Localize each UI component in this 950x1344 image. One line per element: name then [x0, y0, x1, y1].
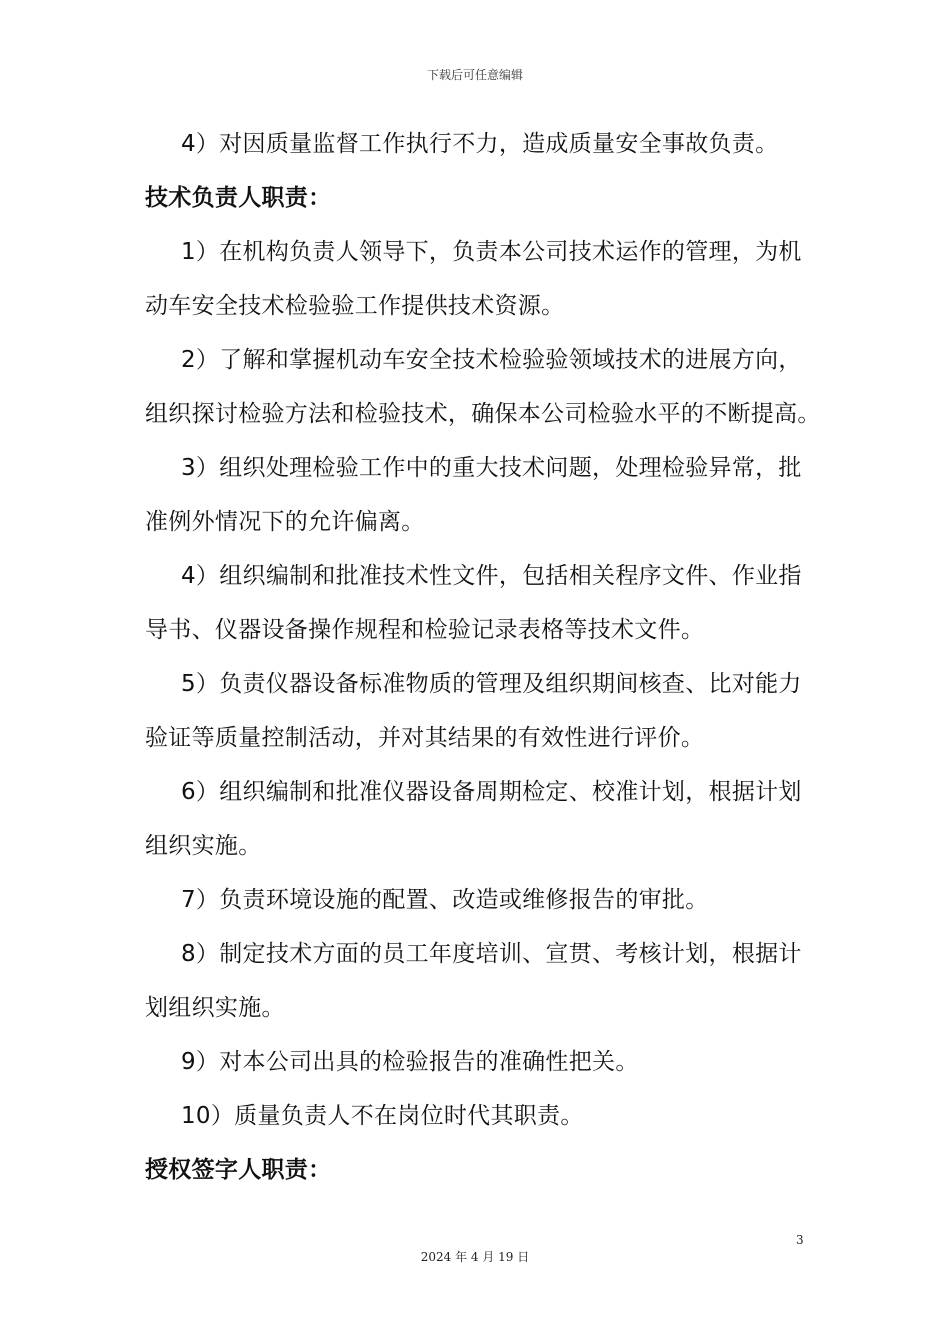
paragraph-line: 准例外情况下的允许偏离。: [145, 509, 425, 535]
paragraph-line: 2）了解和掌握机动车安全技术检验验领域技术的进展方向，: [181, 347, 802, 373]
section-heading-authorized-signatory: 授权签字人职责：: [145, 1157, 332, 1183]
paragraph-line: 划组织实施。: [145, 995, 285, 1021]
paragraph-line: 8）制定技术方面的员工年度培训、宣贯、考核计划，根据计: [181, 941, 802, 967]
paragraph-line: 导书、仪器设备操作规程和检验记录表格等技术文件。: [145, 617, 705, 643]
paragraph-line: 7）负责环境设施的配置、改造或维修报告的审批。: [181, 887, 709, 913]
paragraph-line: 组织实施。: [145, 833, 262, 859]
page-number: 3: [796, 1233, 804, 1247]
footer-date: 2024 年 4 月 19 日: [420, 1250, 530, 1264]
paragraph-line: 3）组织处理检验工作中的重大技术问题，处理检验异常，批: [181, 455, 802, 481]
paragraph-line: 5）负责仪器设备标准物质的管理及组织期间核查、比对能力: [181, 671, 802, 697]
paragraph-line: 6）组织编制和批准仪器设备周期检定、校准计划，根据计划: [181, 779, 802, 805]
page-header: 下载后可任意编辑: [426, 68, 523, 82]
document-body: [145, 117, 821, 1197]
paragraph-line: 4）对因质量监督工作执行不力，造成质量安全事故负责。: [181, 131, 779, 157]
paragraph-line: 动车安全技术检验验工作提供技术资源。: [145, 293, 565, 319]
section-heading-technical-director: 技术负责人职责：: [145, 185, 332, 211]
paragraph-line: 验证等质量控制活动，并对其结果的有效性进行评价。: [145, 725, 705, 751]
paragraph-line: 10）质量负责人不在岗位时代其职责。: [181, 1103, 584, 1129]
paragraph-line: 4）组织编制和批准技术性文件，包括相关程序文件、作业指: [181, 563, 802, 589]
paragraph-line: 9）对本公司出具的检验报告的准确性把关。: [181, 1049, 639, 1075]
paragraph-line: 1）在机构负责人领导下，负责本公司技术运作的管理，为机: [181, 239, 802, 265]
paragraph-line: 组织探讨检验方法和检验技术，确保本公司检验水平的不断提高。: [145, 401, 821, 427]
